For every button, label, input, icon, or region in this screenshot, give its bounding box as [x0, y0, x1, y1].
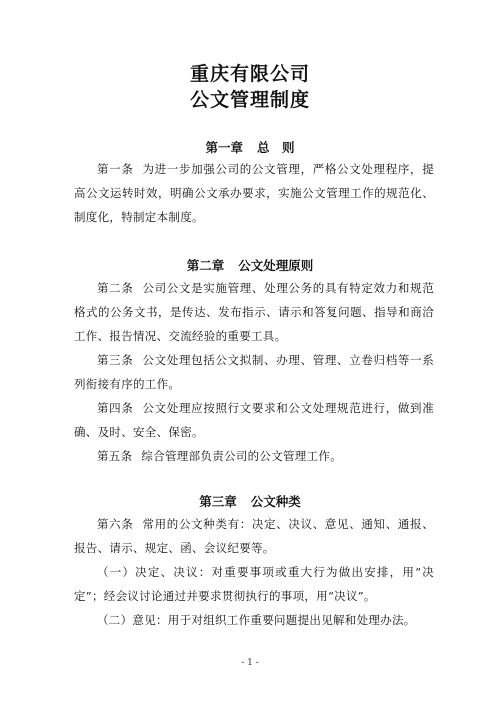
article-number: 第二条 — [97, 281, 134, 295]
chapter-number: 第一章 — [205, 140, 243, 155]
article-4 — [74, 396, 434, 444]
chapter-name: 公文种类 — [250, 494, 301, 509]
clause-text: （一）决定、决议：对重要事项或重大行为做出安排，用“决定”；经会议讨论通过并要求贯彻执行的事项，用“决议”。 — [74, 565, 434, 603]
article-text: 公司公文是实施管理、处理公务的具有特定效力和规范格式的公务文书，是传达、发布指示、请示和答复问题、指导和商洽工作、报告情况、交流经验的重要工具。 — [74, 281, 434, 343]
chapter-name: 总 则 — [257, 140, 295, 155]
chapter-name: 公文处理原则 — [238, 258, 314, 273]
clause-text: （二）意见：用于对组织工作重要问题提出见解和处理办法。 — [97, 613, 416, 627]
article-2 — [74, 276, 434, 348]
article-number: 第六条 — [97, 517, 134, 531]
article-text: 为进一步加强公司的公文管理，严格公文处理程序，提高公文运转时效，明确公文承办要求，实施公文管理工作的规范化、制度化，特制定本制度。 — [74, 162, 434, 224]
chapter-number: 第二章 — [186, 258, 225, 273]
page-number: - 1 - — [241, 658, 259, 668]
article-text: 综合管理部负责公司的公文管理工作。 — [141, 449, 343, 463]
article-number: 第三条 — [97, 353, 134, 367]
article-1 — [74, 157, 434, 229]
document-title: 公文管理制度 — [189, 89, 310, 111]
clause-1 — [74, 560, 434, 608]
chapter-heading-2 — [0, 258, 500, 274]
document-title-company: 重庆有限公司 — [189, 63, 310, 85]
article-number: 第四条 — [97, 401, 134, 415]
article-text: 公文处理包括公文拟制、办理、管理、立卷归档等一系列衔接有序的工作。 — [74, 353, 434, 391]
article-6 — [74, 512, 434, 560]
clause-2 — [74, 608, 434, 632]
article-number: 第一条 — [97, 162, 134, 176]
chapter-number: 第三章 — [199, 494, 237, 509]
chapter-heading-3 — [0, 494, 500, 510]
article-text: 公文处理应按照行文要求和公文处理规范进行，做到准确、及时、安全、保密。 — [74, 401, 434, 439]
chapter-heading-1 — [0, 140, 500, 156]
article-number: 第五条 — [97, 449, 133, 463]
article-5 — [74, 444, 434, 468]
article-text: 常用的公文种类有：决定、决议、意见、通知、通报、报告、请示、规定、函、会议纪要等。 — [74, 517, 434, 555]
article-3 — [74, 348, 434, 396]
